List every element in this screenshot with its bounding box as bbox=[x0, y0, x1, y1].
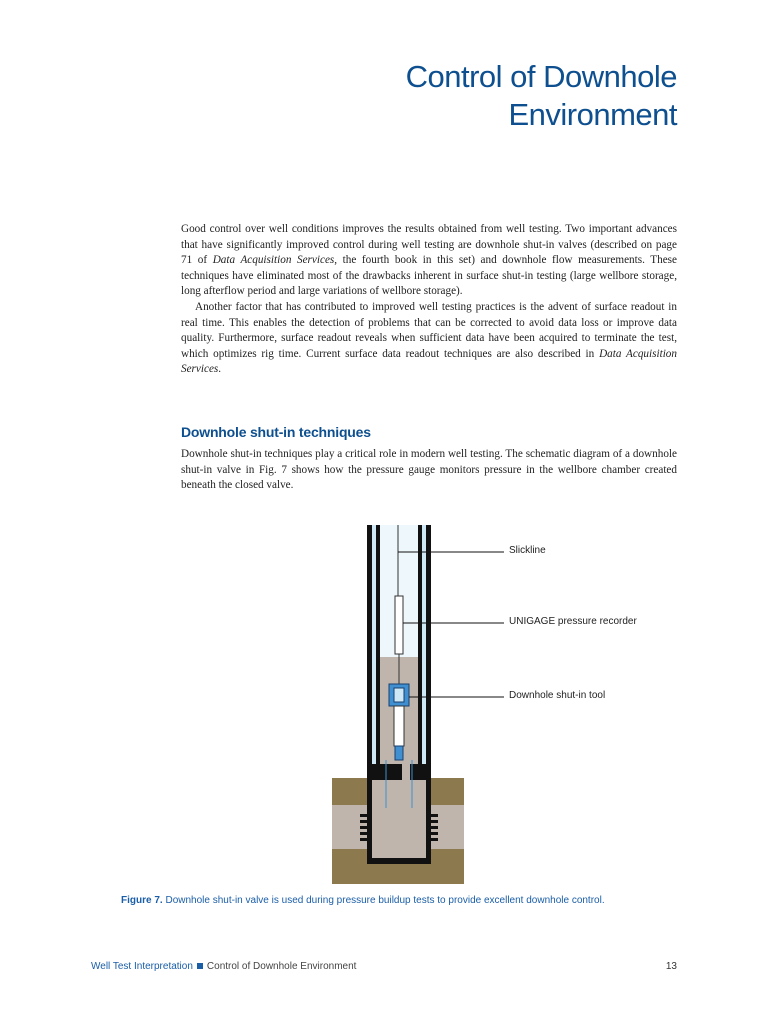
perforation bbox=[360, 820, 370, 823]
intro-paragraph-1 bbox=[181, 222, 677, 300]
page-number: 13 bbox=[665, 961, 677, 972]
shut-in-valve-diagram bbox=[320, 520, 660, 890]
perforation bbox=[360, 838, 370, 841]
figure-caption bbox=[121, 895, 605, 906]
shut-in-tool-tip bbox=[395, 746, 403, 760]
shut-in-tool-stem bbox=[394, 706, 404, 746]
figure-caption-text: Downhole shut-in valve is used during pressure buildup tests to provide excellent downhole control. bbox=[162, 895, 605, 906]
casing-wall-right bbox=[426, 525, 431, 864]
perforation bbox=[428, 832, 438, 835]
label-shut-in-tool: Downhole shut-in tool bbox=[509, 690, 606, 701]
intro-p2-text-a: Another factor that has contributed to improved well testing practices is the advent of surface readout in real time. This enables the detection of problems that can be corrected to avoid data loss or improve data quality. Furthermore, surface readout reveals when sufficient data have been acquired to terminate the test, which optimizes rig time. Current surface data readout techniques are also described in bbox=[181, 300, 677, 360]
perforation bbox=[360, 826, 370, 829]
footer-book-title: Well Test Interpretation bbox=[91, 961, 193, 972]
casing-wall-left bbox=[367, 525, 372, 864]
pressure-recorder bbox=[395, 596, 403, 654]
perforation bbox=[428, 826, 438, 829]
label-pressure-recorder: UNIGAGE pressure recorder bbox=[509, 616, 637, 627]
wellbore-chamber bbox=[372, 778, 426, 864]
page-title-line-1: Control of Downhole bbox=[405, 59, 677, 94]
tubing-wall-right bbox=[418, 525, 422, 779]
label-slickline: Slickline bbox=[509, 545, 546, 556]
intro-p2-text-b: . bbox=[218, 363, 222, 376]
intro-paragraph-2 bbox=[181, 300, 677, 378]
intro-p1-reference: Data Acquisition Services bbox=[212, 254, 335, 267]
figure-caption-label: Figure 7. bbox=[121, 895, 163, 906]
perforation bbox=[360, 814, 370, 817]
perforation bbox=[428, 820, 438, 823]
figure-7 bbox=[320, 520, 660, 890]
perforation bbox=[428, 838, 438, 841]
bottom-seal bbox=[367, 858, 431, 864]
perforation bbox=[360, 832, 370, 835]
footer-breadcrumb bbox=[91, 961, 356, 972]
page-title bbox=[406, 58, 677, 134]
page-title-line-2: Environment bbox=[508, 97, 677, 132]
intro-p1-text-b: , the fourth book in this set) and downhole flow measurements. These techniques have eliminated most of the drawbacks inherent in surface shut-in testing (large wellbore storage, long afterflow period and large variations of wellbore storage). bbox=[181, 254, 677, 298]
section-paragraph: Downhole shut-in techniques play a critical role in modern well testing. The schematic diagram of a downhole shut-in valve in Fig. 7 shows how the pressure gauge monitors pressure in the wellbore chamber created beneath the closed valve. bbox=[181, 448, 677, 492]
intro-text bbox=[181, 222, 677, 378]
section-text bbox=[181, 447, 677, 494]
footer-chapter-title: Control of Downhole Environment bbox=[206, 961, 357, 972]
intro-p2-reference: Data Acquisition Services bbox=[181, 347, 677, 376]
intro-p1-text-a: Good control over well conditions improves the results obtained from well testing. Two important advances that have significantly improved control during well testing are downhole shut-in valves (described on page 71 of bbox=[181, 223, 677, 267]
square-bullet-icon bbox=[197, 963, 203, 969]
tubing-wall-left bbox=[376, 525, 380, 779]
shut-in-tool-window bbox=[394, 688, 404, 702]
packer-left bbox=[372, 764, 402, 780]
section-heading: Downhole shut-in techniques bbox=[181, 424, 371, 440]
perforation bbox=[428, 814, 438, 817]
